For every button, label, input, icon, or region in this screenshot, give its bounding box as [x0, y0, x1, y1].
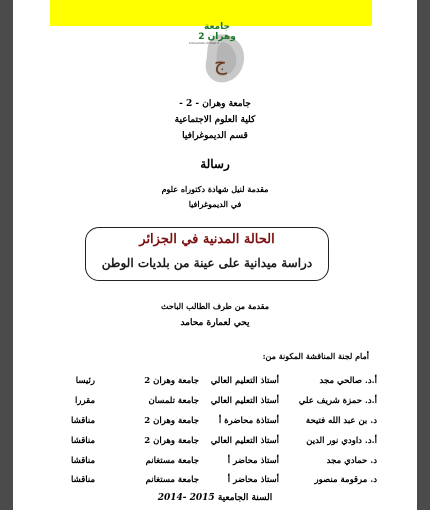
- academic-year: [13, 493, 417, 503]
- jury-role: مناقشا: [71, 456, 95, 466]
- jury-row: [13, 436, 417, 452]
- jury-institution: جامعة وهران 2: [144, 376, 199, 386]
- thesis-title: الحالة المدنية في الجزائر: [139, 232, 275, 247]
- jury-rank: أستاذ التعليم العالي: [210, 396, 279, 406]
- jury-role: مناقشا: [71, 475, 95, 485]
- jury-institution: جامعة تلمسان: [148, 396, 199, 406]
- author-name: يحي لعمارة محامد: [180, 318, 250, 328]
- jury-role: مناقشا: [71, 416, 95, 426]
- academic-year-label: السنة الجامعية: [217, 493, 273, 503]
- jury-row: [13, 396, 417, 412]
- logo-caption: جامعة وهران 2: [198, 22, 236, 42]
- jury-institution: جامعة مستغانم: [145, 475, 199, 485]
- jury-institution: جامعة وهران 2: [144, 436, 199, 446]
- document-page: [13, 0, 417, 510]
- jury-role: رئيسا: [75, 376, 95, 386]
- jury-name: أ.د. صالحي مجد: [319, 376, 377, 386]
- svg-text:Université d'Oran 2: Université d'Oran 2: [189, 41, 219, 45]
- title-frame: [85, 227, 329, 281]
- jury-rank: أستاذة محاضرة أ: [218, 416, 279, 426]
- jury-row: [13, 416, 417, 432]
- jury-name: د. مرقومة منصور: [314, 475, 377, 485]
- svg-text:ج: ج: [214, 51, 227, 75]
- thesis-purpose: مقدمة لنيل شهادة دكتوراه علوم: [161, 184, 269, 194]
- jury-role: مقررا: [74, 396, 95, 406]
- jury-name: أ.د. حمزة شريف علي: [298, 396, 377, 406]
- author-label: مقدمة من طرف الطالب الباحث: [161, 301, 269, 311]
- jury-rank: أستاذ التعليم العالي: [210, 376, 279, 386]
- jury-rank: أستاذ محاضر أ: [227, 456, 279, 466]
- jury-role: مناقشا: [71, 436, 95, 446]
- jury-institution: جامعة مستغانم: [145, 456, 199, 466]
- faculty-name: كلية العلوم الاجتماعية: [174, 115, 256, 125]
- jury-row: [13, 376, 417, 392]
- jury-rank: أستاذ محاضر أ: [227, 475, 279, 485]
- jury-rank: أستاذ التعليم العالي: [210, 436, 279, 446]
- department-name: قسم الديموغرافيا: [182, 131, 248, 141]
- jury-name: د. حمادي مجد: [326, 456, 377, 466]
- jury-name: أ.د. داودي نور الدين: [306, 436, 377, 446]
- academic-year-value: 2014- 2015: [157, 493, 215, 503]
- thesis-field: في الديموغرافيا: [188, 199, 242, 209]
- jury-institution: جامعة وهران 2: [144, 416, 199, 426]
- jury-name: د. بن عبد الله فتيحة: [305, 416, 377, 426]
- jury-row: [13, 475, 417, 491]
- jury-title: أمام لجنة المناقشة المكونة من:: [262, 351, 369, 361]
- thesis-subtitle: دراسة ميدانية على عينة من بلديات الوطن: [101, 256, 313, 270]
- thesis-type: رسالة: [200, 157, 230, 171]
- university-name: جامعة وهران - 2 -: [179, 99, 251, 109]
- jury-row: [13, 456, 417, 472]
